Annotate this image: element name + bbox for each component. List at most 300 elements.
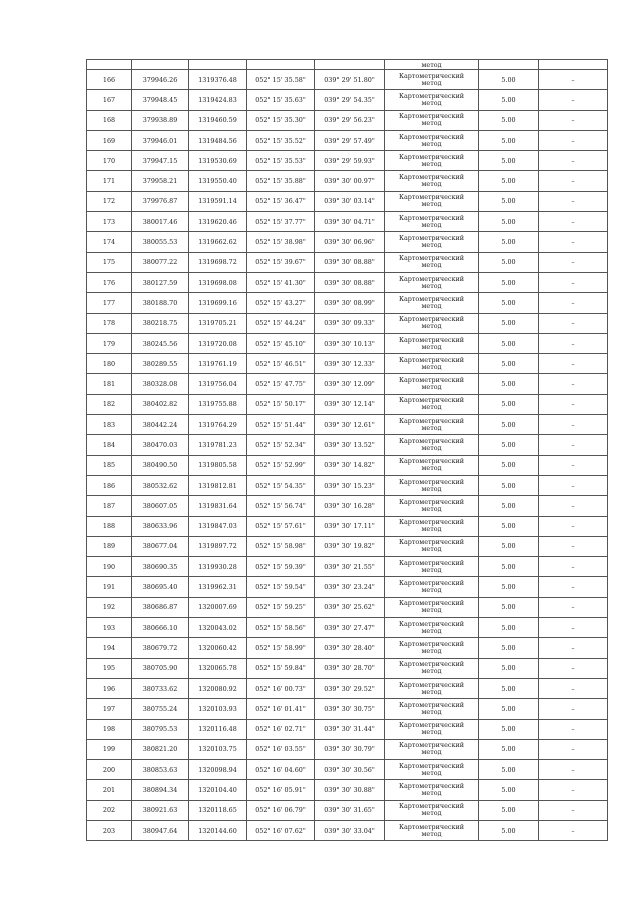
cell-x: 380947.64 (132, 820, 189, 840)
cell-y: 1320104.40 (189, 780, 247, 800)
method-line-1: Картометрический (399, 254, 464, 263)
cell-longitude: 039° 30' 12.14" (315, 394, 385, 414)
cell-x: 380633.96 (132, 516, 189, 536)
cell-accuracy: 5.00 (479, 435, 539, 455)
cell-point-number: 198 (87, 719, 132, 739)
cell-accuracy: 5.00 (479, 760, 539, 780)
method-line-2: метод (421, 281, 442, 290)
table-row (87, 760, 608, 780)
method-line-1: Картометрический (399, 274, 464, 283)
table-row (87, 475, 608, 495)
cell-accuracy: 5.00 (479, 820, 539, 840)
cell-longitude: 039° 30' 31.65" (315, 800, 385, 820)
cell-y: 1319831.64 (189, 496, 247, 516)
cell-method (385, 760, 479, 780)
cell-latitude: 052° 15' 58.56" (247, 618, 315, 638)
cell-point-number: 197 (87, 699, 132, 719)
method-line-1: Картометрический (399, 173, 464, 182)
cell-y: 1319662.62 (189, 232, 247, 252)
cell-accuracy: 5.00 (479, 475, 539, 495)
table-row (87, 110, 608, 130)
method-line-2: метод (421, 707, 442, 716)
cell-longitude: 039° 30' 30.75" (315, 699, 385, 719)
cell-point-number: 196 (87, 678, 132, 698)
cell-y: 1319699.16 (189, 293, 247, 313)
cell-x: 380532.62 (132, 475, 189, 495)
method-line-2: метод (421, 241, 442, 250)
cell-x: 380695.40 (132, 577, 189, 597)
method-line-2: метод (421, 525, 442, 534)
cell-point-number: 201 (87, 780, 132, 800)
method-line-1: Картометрический (399, 619, 464, 628)
method-line-2: метод (421, 484, 442, 493)
table-row (87, 191, 608, 211)
method-line-2: метод (421, 261, 442, 270)
cell-latitude: 052° 15' 59.39" (247, 557, 315, 577)
cell-y: 1319897.72 (189, 536, 247, 556)
cell-description: – (539, 272, 608, 292)
table-row (87, 272, 608, 292)
cell-point-number: 179 (87, 333, 132, 353)
method-line-1: Картометрический (399, 761, 464, 770)
cell-method (385, 354, 479, 374)
method-line-1: Картометрический (399, 335, 464, 344)
method-line-1: Картометрический (399, 822, 464, 831)
cell-longitude: 039° 30' 08.88" (315, 252, 385, 272)
cell-point-number: 202 (87, 800, 132, 820)
cell-latitude: 052° 15' 50.17" (247, 394, 315, 414)
cell-longitude: 039° 30' 21.55" (315, 557, 385, 577)
cell-point-number: 168 (87, 110, 132, 130)
cell-description: – (539, 536, 608, 556)
table-row (87, 658, 608, 678)
cell-description: – (539, 151, 608, 171)
cell-x: 380017.46 (132, 212, 189, 232)
cell-latitude: 052° 15' 36.47" (247, 191, 315, 211)
cell-latitude: 052° 15' 35.63" (247, 90, 315, 110)
cell-point-number: 192 (87, 597, 132, 617)
cell-latitude: 052° 15' 35.88" (247, 171, 315, 191)
cell-accuracy: 5.00 (479, 333, 539, 353)
table-row (87, 699, 608, 719)
cell-method (385, 577, 479, 597)
cell-longitude: 039° 30' 28.70" (315, 658, 385, 678)
cell-accuracy: 5.00 (479, 638, 539, 658)
method-line-1: Картометрический (399, 355, 464, 364)
cell-latitude: 052° 15' 35.53" (247, 151, 315, 171)
cell-latitude: 052° 16' 05.91" (247, 780, 315, 800)
method-line-2: метод (421, 809, 442, 818)
cell-method (385, 658, 479, 678)
cell-method (385, 800, 479, 820)
cell-method (385, 70, 479, 90)
table-row (87, 496, 608, 516)
cell-point-number: 171 (87, 171, 132, 191)
method-line-2: метод (421, 606, 442, 615)
table-row (87, 516, 608, 536)
method-line-1: Картометрический (399, 721, 464, 730)
cell-point-number: 173 (87, 212, 132, 232)
cell-y: 1320103.75 (189, 739, 247, 759)
cell-description: – (539, 719, 608, 739)
cell-point-number: 175 (87, 252, 132, 272)
table-row (87, 130, 608, 150)
cell-accuracy: 5.00 (479, 151, 539, 171)
cell-x: 380666.10 (132, 618, 189, 638)
cell-y: 1320098.94 (189, 760, 247, 780)
cell-description: – (539, 354, 608, 374)
cell-longitude: 039° 30' 12.61" (315, 415, 385, 435)
cell-accuracy: 5.00 (479, 516, 539, 536)
cell-latitude: 052° 15' 39.67" (247, 252, 315, 272)
cell-method (385, 719, 479, 739)
table-row (87, 435, 608, 455)
cell-description: – (539, 313, 608, 333)
table-row (87, 577, 608, 597)
cell-longitude: 039° 30' 15.23" (315, 475, 385, 495)
cell-accuracy: 5.00 (479, 658, 539, 678)
cell-description: – (539, 678, 608, 698)
cell-accuracy: 5.00 (479, 618, 539, 638)
method-line-1: Картометрический (399, 132, 464, 141)
cell-y: 1319424.83 (189, 90, 247, 110)
cell-method (385, 496, 479, 516)
cell-point-number: 185 (87, 455, 132, 475)
cell-point-number: 180 (87, 354, 132, 374)
cell-longitude: 039° 30' 13.52" (315, 435, 385, 455)
method-line-2: метод (421, 565, 442, 574)
cell-x: 379946.01 (132, 130, 189, 150)
cell-longitude: 039° 30' 12.09" (315, 374, 385, 394)
cell-method (385, 475, 479, 495)
method-line-1: Картометрический (399, 660, 464, 669)
cell-y: 1320103.93 (189, 699, 247, 719)
cell-description: – (539, 293, 608, 313)
cell-accuracy: 5.00 (479, 171, 539, 191)
cell-description: – (539, 130, 608, 150)
cell-y: 1319781.23 (189, 435, 247, 455)
cell-y: 1320118.65 (189, 800, 247, 820)
cell-y: 1319591.14 (189, 191, 247, 211)
table-row (87, 780, 608, 800)
method-line-2: метод (421, 139, 442, 148)
cell-x: 380077.22 (132, 252, 189, 272)
cell-point-number: 200 (87, 760, 132, 780)
cell-x: 379948.45 (132, 90, 189, 110)
cell-latitude: 052° 15' 59.84" (247, 658, 315, 678)
cell-x: 380686.87 (132, 597, 189, 617)
method-line-2: метод (421, 301, 442, 310)
cell-description: – (539, 232, 608, 252)
table-row (87, 354, 608, 374)
cell-accuracy: 5.00 (479, 70, 539, 90)
cell-accuracy: 5.00 (479, 272, 539, 292)
cell-x: 379938.89 (132, 110, 189, 130)
cell-y: 1319812.81 (189, 475, 247, 495)
cell-point-number: 178 (87, 313, 132, 333)
cell-method (385, 212, 479, 232)
cell-x: 380821.20 (132, 739, 189, 759)
cell-y: 1319698.08 (189, 272, 247, 292)
cell-description: – (539, 110, 608, 130)
method-line-1: Картометрический (399, 91, 464, 100)
method-line-1: Картометрический (399, 152, 464, 161)
cell-accuracy: 5.00 (479, 415, 539, 435)
method-line-1: Картометрический (399, 700, 464, 709)
cell-method (385, 171, 479, 191)
cell-description: – (539, 212, 608, 232)
cell-y: 1319847.03 (189, 516, 247, 536)
cell-latitude: 052° 15' 35.30" (247, 110, 315, 130)
cell-method (385, 618, 479, 638)
cell-method (385, 557, 479, 577)
cell-point-number: 189 (87, 536, 132, 556)
cell-x: 380690.35 (132, 557, 189, 577)
cell-latitude: 052° 15' 47.75" (247, 374, 315, 394)
cell-point-number: 190 (87, 557, 132, 577)
cell-point-number: 170 (87, 151, 132, 171)
cell-point-number: 186 (87, 475, 132, 495)
method-line-2: метод (421, 687, 442, 696)
method-line-2: метод (421, 119, 442, 128)
cell-method (385, 780, 479, 800)
table-row (87, 618, 608, 638)
cell-latitude: 052° 15' 38.98" (247, 232, 315, 252)
cell-description: – (539, 191, 608, 211)
cell-point-number: 184 (87, 435, 132, 455)
method-line-1: Картометрический (399, 193, 464, 202)
table-row (87, 638, 608, 658)
cell-x: 380679.72 (132, 638, 189, 658)
cell-longitude: 039° 30' 29.52" (315, 678, 385, 698)
cell-description: – (539, 171, 608, 191)
table-row (87, 394, 608, 414)
cell-latitude: 052° 16' 06.79" (247, 800, 315, 820)
cell-accuracy: 5.00 (479, 374, 539, 394)
cell-accuracy: 5.00 (479, 110, 539, 130)
cell-latitude: 052° 15' 46.51" (247, 354, 315, 374)
cell-method (385, 90, 479, 110)
cell-empty (479, 60, 539, 70)
cell-point-number: 172 (87, 191, 132, 211)
cell-longitude: 039° 30' 10.13" (315, 333, 385, 353)
cell-empty (132, 60, 189, 70)
method-line-1: Картометрический (399, 579, 464, 588)
cell-x: 380127.59 (132, 272, 189, 292)
cell-longitude: 039° 30' 28.40" (315, 638, 385, 658)
cell-x: 380921.63 (132, 800, 189, 820)
cell-accuracy: 5.00 (479, 699, 539, 719)
cell-latitude: 052° 15' 59.54" (247, 577, 315, 597)
cell-accuracy: 5.00 (479, 577, 539, 597)
coordinates-table (86, 59, 608, 841)
table-row (87, 212, 608, 232)
table-row (87, 719, 608, 739)
table-row (87, 313, 608, 333)
cell-method (385, 638, 479, 658)
cell-accuracy: 5.00 (479, 557, 539, 577)
method-line-1: Картометрический (399, 741, 464, 750)
cell-y: 1319962.31 (189, 577, 247, 597)
cell-longitude: 039° 30' 31.44" (315, 719, 385, 739)
cell-description: – (539, 435, 608, 455)
cell-latitude: 052° 16' 03.55" (247, 739, 315, 759)
cell-description: – (539, 739, 608, 759)
cell-method (385, 333, 479, 353)
cell-point-number: 203 (87, 820, 132, 840)
cell-description: – (539, 557, 608, 577)
method-line-2: метод (421, 545, 442, 554)
cell-longitude: 039° 30' 16.28" (315, 496, 385, 516)
cell-x: 380055.53 (132, 232, 189, 252)
cell-y: 1319550.40 (189, 171, 247, 191)
table-row-continuation (87, 60, 608, 70)
method-line-2: метод (421, 159, 442, 168)
cell-longitude: 039° 30' 08.88" (315, 272, 385, 292)
cell-latitude: 052° 15' 58.98" (247, 536, 315, 556)
method-line-2: метод (421, 220, 442, 229)
cell-point-number: 183 (87, 415, 132, 435)
cell-description: – (539, 252, 608, 272)
cell-latitude: 052° 15' 52.99" (247, 455, 315, 475)
cell-accuracy: 5.00 (479, 252, 539, 272)
table-row (87, 374, 608, 394)
cell-x: 380853.63 (132, 760, 189, 780)
cell-y: 1320007.69 (189, 597, 247, 617)
cell-method (385, 394, 479, 414)
cell-point-number: 187 (87, 496, 132, 516)
cell-empty (539, 60, 608, 70)
cell-method (385, 739, 479, 759)
table-row (87, 171, 608, 191)
method-line-1: Картометрический (399, 518, 464, 527)
cell-accuracy: 5.00 (479, 90, 539, 110)
cell-latitude: 052° 15' 52.34" (247, 435, 315, 455)
table-row (87, 293, 608, 313)
method-line-2: метод (421, 464, 442, 473)
cell-y: 1320116.48 (189, 719, 247, 739)
table-row (87, 151, 608, 171)
cell-accuracy: 5.00 (479, 293, 539, 313)
cell-longitude: 039° 30' 12.33" (315, 354, 385, 374)
cell-description: – (539, 699, 608, 719)
cell-description: – (539, 333, 608, 353)
table-row (87, 455, 608, 475)
cell-accuracy: 5.00 (479, 354, 539, 374)
cell-latitude: 052° 15' 44.24" (247, 313, 315, 333)
cell-x: 380470.03 (132, 435, 189, 455)
cell-accuracy: 5.00 (479, 739, 539, 759)
cell-point-number: 169 (87, 130, 132, 150)
method-line-1: Картометрический (399, 497, 464, 506)
cell-point-number: 194 (87, 638, 132, 658)
cell-longitude: 039° 29' 51.80" (315, 70, 385, 90)
cell-y: 1320060.42 (189, 638, 247, 658)
cell-latitude: 052° 15' 51.44" (247, 415, 315, 435)
cell-x: 380402.82 (132, 394, 189, 414)
cell-method (385, 597, 479, 617)
cell-description: – (539, 820, 608, 840)
table-row (87, 232, 608, 252)
cell-accuracy: 5.00 (479, 536, 539, 556)
method-line-1: Картометрический (399, 538, 464, 547)
cell-description: – (539, 374, 608, 394)
cell-description: – (539, 516, 608, 536)
cell-x: 380289.55 (132, 354, 189, 374)
cell-latitude: 052° 16' 07.62" (247, 820, 315, 840)
method-line-1: Картометрический (399, 376, 464, 385)
cell-point-number: 199 (87, 739, 132, 759)
cell-empty (189, 60, 247, 70)
cell-y: 1319756.04 (189, 374, 247, 394)
method-line-2: метод (421, 403, 442, 412)
cell-point-number: 177 (87, 293, 132, 313)
cell-point-number: 193 (87, 618, 132, 638)
cell-method (385, 516, 479, 536)
cell-description: – (539, 577, 608, 597)
cell-y: 1319460.59 (189, 110, 247, 130)
cell-point-number: 174 (87, 232, 132, 252)
table-row (87, 557, 608, 577)
cell-longitude: 039° 29' 57.49" (315, 130, 385, 150)
cell-accuracy: 5.00 (479, 780, 539, 800)
cell-accuracy: 5.00 (479, 212, 539, 232)
cell-latitude: 052° 16' 02.71" (247, 719, 315, 739)
cell-point-number: 191 (87, 577, 132, 597)
method-line-1: Картометрический (399, 782, 464, 791)
cell-x: 380490.50 (132, 455, 189, 475)
cell-y: 1319761.19 (189, 354, 247, 374)
method-line-2: метод (421, 443, 442, 452)
cell-latitude: 052° 15' 59.25" (247, 597, 315, 617)
cell-description: – (539, 415, 608, 435)
table-row (87, 415, 608, 435)
cell-x: 379947.15 (132, 151, 189, 171)
cell-point-number: 195 (87, 658, 132, 678)
cell-x: 380894.34 (132, 780, 189, 800)
cell-method (385, 374, 479, 394)
method-line-2: метод (421, 667, 442, 676)
cell-description: – (539, 638, 608, 658)
cell-longitude: 039° 30' 30.56" (315, 760, 385, 780)
cell-description: – (539, 760, 608, 780)
cell-method (385, 699, 479, 719)
cell-longitude: 039° 30' 14.82" (315, 455, 385, 475)
cell-y: 1319930.28 (189, 557, 247, 577)
cell-accuracy: 5.00 (479, 232, 539, 252)
table-body (87, 60, 608, 841)
cell-longitude: 039° 30' 03.14" (315, 191, 385, 211)
cell-longitude: 039° 30' 17.11" (315, 516, 385, 536)
table-row (87, 252, 608, 272)
method-line-2: метод (421, 728, 442, 737)
method-line-2: метод (421, 362, 442, 371)
method-line-1: Картометрический (399, 680, 464, 689)
cell-longitude: 039° 30' 19.82" (315, 536, 385, 556)
cell-x: 380188.70 (132, 293, 189, 313)
cell-x: 380245.56 (132, 333, 189, 353)
cell-description: – (539, 800, 608, 820)
cell-accuracy: 5.00 (479, 313, 539, 333)
cell-accuracy: 5.00 (479, 496, 539, 516)
cell-latitude: 052° 16' 00.73" (247, 678, 315, 698)
cell-latitude: 052° 15' 56.74" (247, 496, 315, 516)
cell-latitude: 052° 15' 35.52" (247, 130, 315, 150)
method-line-2: метод (421, 98, 442, 107)
cell-latitude: 052° 15' 43.27" (247, 293, 315, 313)
cell-accuracy: 5.00 (479, 678, 539, 698)
method-line-2: метод (421, 586, 442, 595)
